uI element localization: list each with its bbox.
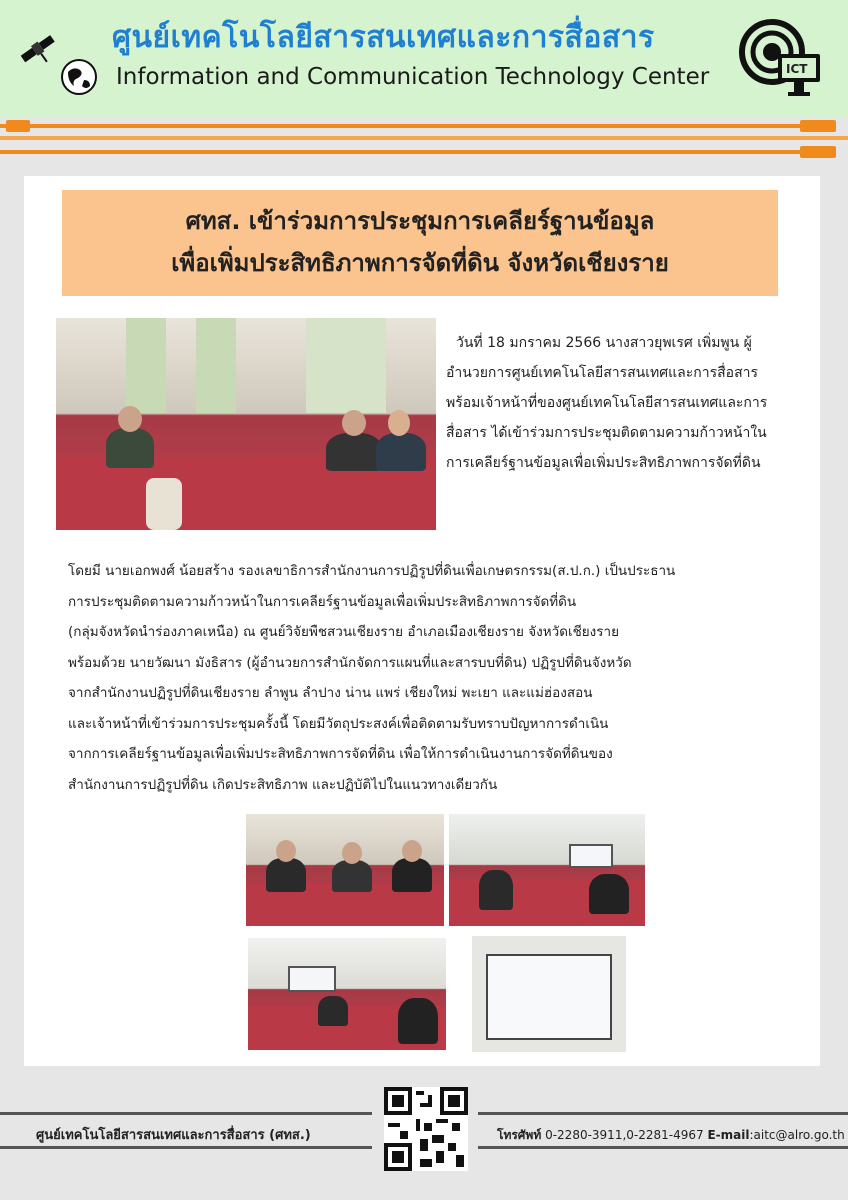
email-label: E-mail	[707, 1128, 750, 1142]
headline-line-2: เพื่อเพิ่มประสิทธิภาพการจัดที่ดิน จังหวัดเชียงราย	[171, 249, 669, 277]
para2-line: (กลุ่มจังหวัดนำร่องภาคเหนือ) ณ ศูนย์วิจัยพืชสวนเชียงราย อำเภอเมืองเชียงราย จังหวัดเชียงราย	[68, 624, 619, 640]
meeting-photo-5-presentation	[472, 936, 626, 1052]
para2-line: จากการเคลียร์ฐานข้อมูลเพื่อเพิ่มประสิทธิภาพการจัดที่ดิน เพื่อให้การดำเนินงานการจัดที่ดินของ	[68, 746, 613, 762]
footer-cable-left-bottom	[0, 1146, 372, 1149]
meeting-photo-main	[56, 318, 436, 530]
para2-line: และเจ้าหน้าที่เข้าร่วมการประชุมครั้งนี้ โดยมีวัตถุประสงค์เพื่อติดตามรับทราบปัญหาการดำเนิน	[68, 715, 609, 732]
header-title-en: Information and Communication Technology Center	[116, 64, 710, 90]
footer-cable-right-top	[478, 1112, 848, 1115]
decor-cable-top	[0, 124, 800, 128]
article-paragraph-2	[68, 556, 798, 800]
ict-logo-text: ICT	[786, 62, 808, 76]
decor-cable-bottom	[0, 150, 800, 154]
decor-plug-top	[800, 120, 836, 132]
phone-label: โทรศัพท์	[497, 1128, 542, 1142]
para2-line: สำนักงานการปฏิรูปที่ดิน เกิดประสิทธิภาพ และปฏิบัติไปในแนวทางเดียวกัน	[68, 776, 498, 793]
decor-cable-mid	[0, 136, 848, 140]
decor-plug-bottom	[800, 146, 836, 158]
qr-code-icon[interactable]	[384, 1087, 468, 1171]
footer-cable-left-top	[0, 1112, 372, 1115]
globe-icon	[60, 58, 98, 96]
article-paragraph-1: วันที่ 18 มกราคม 2566 นางสาวยุพเรศ เพิ่มพูน ผู้อำนวยการศูนย์เทคโนโลยีสารสนเทศและการสื่อสาร พร้อมเจ้าหน้าที่ของศูนย์เทคโนโลยีสารสนเทศและการสื่อสาร ได้เข้าร่วมการประชุมติดตามความก้าวหน้าในการเคลียร์ฐานข้อมูลเพื่อเพิ่มประสิทธิภาพการจัดที่ดิน	[446, 335, 768, 471]
footer-contact	[497, 1126, 845, 1145]
phone-number: 0-2280-3911,0-2281-4967	[545, 1128, 704, 1142]
para2-line: โดยมี นายเอกพงศ์ น้อยสร้าง รองเลขาธิการสำนักงานการปฏิรูปที่ดินเพื่อเกษตรกรรม(ส.ป.ก.) เป็นประธาน	[68, 563, 676, 579]
para2-line: การประชุมติดตามความก้าวหน้าในการเคลียร์ฐานข้อมูลเพื่อเพิ่มประสิทธิภาพการจัดที่ดิน	[68, 593, 577, 610]
meeting-photo-2	[246, 814, 444, 926]
decor-plug-left	[6, 120, 30, 132]
footer-cable-right-bottom	[478, 1146, 848, 1149]
header-banner	[0, 0, 848, 118]
footer-org: ศูนย์เทคโนโลยีสารสนเทศและการสื่อสาร (ศทส.)	[36, 1128, 311, 1143]
meeting-photo-4	[248, 938, 446, 1050]
email-address[interactable]: :aitc@alro.go.th	[749, 1128, 845, 1142]
meeting-photo-3	[449, 814, 645, 926]
ict-logo-icon	[736, 18, 826, 102]
satellite-icon	[18, 26, 62, 78]
article-headline	[62, 190, 778, 296]
para2-line: พร้อมด้วย นายวัฒนา มังธิสาร (ผู้อำนวยการสำนักจัดการแผนที่และสารบบที่ดิน) ปฏิรูปที่ดินจังหวัด	[68, 654, 632, 671]
para2-line: จากสำนักงานปฏิรูปที่ดินเชียงราย ลำพูน ลำปาง น่าน แพร่ เชียงใหม่ พะเยา และแม่ฮ่องสอน	[68, 685, 593, 701]
header-title-th: ศูนย์เทคโนโลยีสารสนเทศและการสื่อสาร	[112, 20, 655, 55]
headline-line-1: ศทส. เข้าร่วมการประชุมการเคลียร์ฐานข้อมูล	[185, 207, 655, 235]
